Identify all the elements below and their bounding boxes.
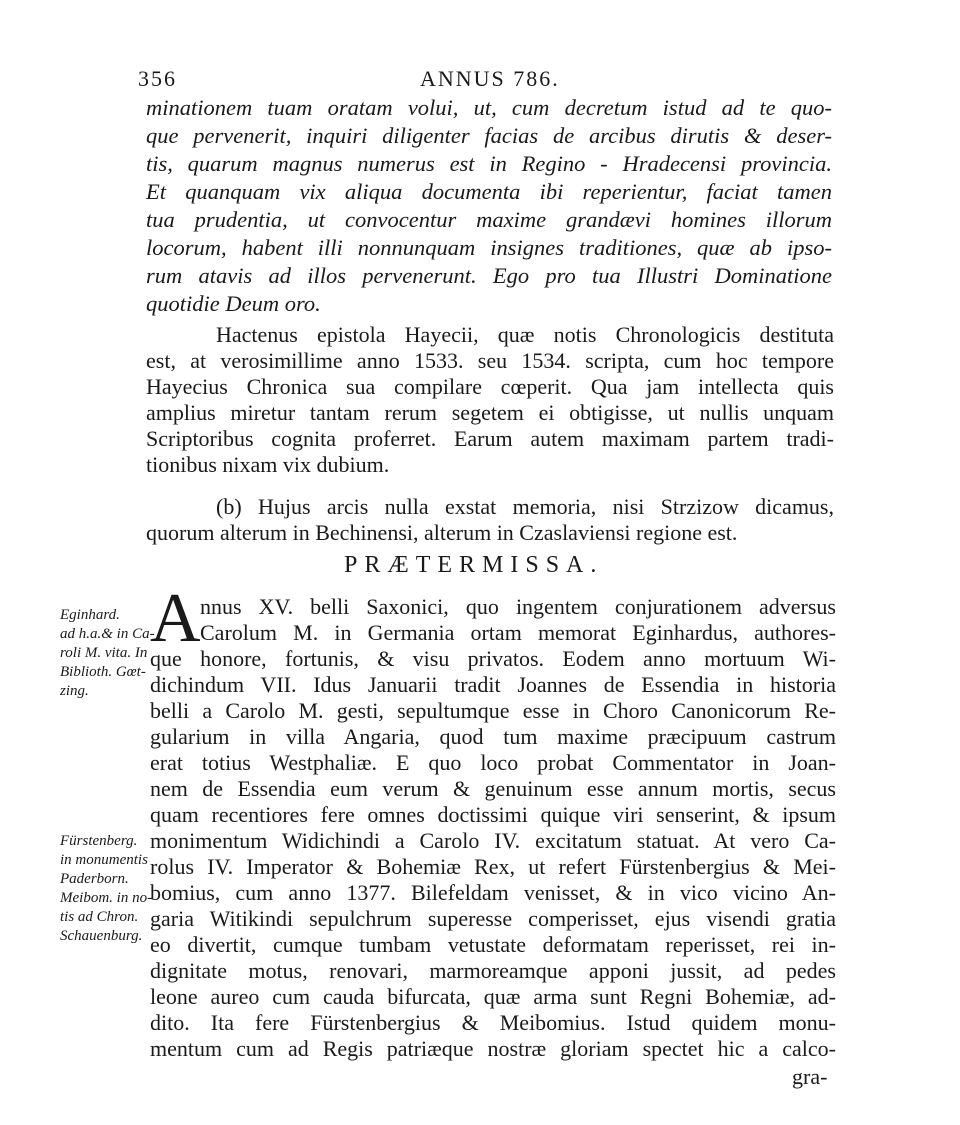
sidenote-furstenberg: [60, 832, 152, 946]
catchword: gra-: [792, 1064, 828, 1089]
commentary-line: Hactenus epistola Hayecii, quæ notis Chronologicis destituta: [216, 322, 834, 347]
page-number: 356: [138, 66, 177, 91]
body-line: dignitate motus, renovari, marmoreamque apponi jussit, ad pedes: [150, 958, 836, 983]
body-line: nnus XV. belli Saxonici, quo ingentem conjurationem adversus: [200, 594, 836, 619]
letter-line: Et quanquam vix aliqua documenta ibi reperientur, faciat tamen: [146, 179, 832, 204]
sidenote-eginhard: [60, 606, 155, 701]
footnote-line: (b) Hujus arcis nulla exstat memoria, nisi Strzizow dicamus,: [216, 494, 834, 519]
commentary-line: Scriptoribus cognita proferret. Earum autem maximam partem tradi-: [146, 426, 834, 451]
running-title: ANNUS 786.: [420, 66, 560, 91]
letter-line: rum atavis ad illos pervenerunt. Ego pro tua Illustri Dominatione: [146, 263, 832, 288]
body-line: monimentum Widichindi a Carolo IV. excitatum statuat. At vero Ca-: [150, 828, 836, 853]
sidenote-line: Paderborn.: [60, 871, 129, 887]
body-line: quam recentiores fere omnes doctissimi quique viri senserint, & ipsum: [150, 802, 836, 827]
footnote-line: quorum alterum in Bechinensi, alterum in Czaslaviensi regione est.: [146, 520, 738, 545]
letter-line: minationem tuam oratam volui, ut, cum decretum istud ad te quo-: [146, 95, 832, 120]
body-line: dito. Ita fere Fürstenbergius & Meibomius. Istud quidem monu-: [150, 1010, 836, 1035]
sidenote-line: roli M. vita. In: [60, 645, 148, 661]
sidenote-line: tis ad Chron.: [60, 909, 139, 925]
commentary-line: Hayecius Chronica sua compilare cœperit. Qua jam intellecta quis: [146, 374, 834, 399]
body-line: mentum cum ad Regis patriæque nostræ gloriam spectet hic a calco-: [150, 1036, 836, 1061]
sidenote-line: Meibom. in no-: [60, 890, 153, 906]
sidenote-line: Eginhard.: [60, 607, 120, 623]
body-line: que honore, fortunis, & visu privatos. Eodem anno mortuum Wi-: [150, 646, 836, 671]
sidenote-line: ad h.a.& in Ca-: [60, 626, 155, 642]
commentary-line: est, at verosimillime anno 1533. seu 1534. scripta, cum hoc tempore: [146, 348, 834, 373]
body-line: eo divertit, cumque tumbam vetustate deformatam reperisset, rei in-: [150, 932, 836, 957]
body-line: nem de Essendia eum verum & genuinum esse annum mortis, secus: [150, 776, 836, 801]
sidenote-line: Schauenburg.: [60, 928, 143, 944]
commentary-line: amplius miretur tantam rerum segetem ei obtigisse, ut nullis unquam: [146, 400, 834, 425]
body-line: gularium in villa Angaria, quod tum maxime præcipuum castrum: [150, 724, 836, 749]
sidenote-line: Biblioth. Gœt-: [60, 664, 146, 680]
sidenote-line: in monumentis: [60, 852, 148, 868]
body-line: rolus IV. Imperator & Bohemiæ Rex, ut refert Fürstenbergius & Mei-: [150, 854, 836, 879]
letter-line: tis, quarum magnus numerus est in Regino - Hradecensi provincia.: [146, 151, 832, 176]
sidenote-line: zing.: [60, 683, 89, 699]
body-line: dichindum VII. Idus Januarii tradit Joannes de Essendia in historia: [150, 672, 836, 697]
letter-line: que pervenerit, inquiri diligenter facias de arcibus dirutis & deser-: [146, 123, 832, 148]
body-line: erat totius Westphaliæ. E quo loco probat Commentator in Joan-: [150, 750, 836, 775]
body-line: leone aureo cum cauda bifurcata, quæ arma sunt Regni Bohemiæ, ad-: [150, 984, 836, 1009]
body-line: bomius, cum anno 1377. Bilefeldam venisset, & in vico vicino An-: [150, 880, 836, 905]
drop-cap: A: [150, 580, 201, 657]
body-line: Carolum M. in Germania ortam memorat Eginhardus, authores-: [200, 620, 836, 645]
body-line: garia Witikindi sepulchrum superesse comperisset, ejus visendi gratia: [150, 906, 836, 931]
letter-line: locorum, habent illi nonnunquam insignes traditiones, quæ ab ipso-: [146, 235, 832, 260]
body-line: belli a Carolo M. gesti, sepultumque esse in Choro Canonicorum Re-: [150, 698, 836, 723]
letter-line: tua prudentia, ut convocentur maxime grandævi homines illorum: [146, 207, 832, 232]
commentary-line: tionibus nixam vix dubium.: [146, 452, 390, 477]
section-title: PRÆTERMISSA.: [344, 552, 604, 578]
sidenote-line: Fürstenberg.: [60, 833, 138, 849]
letter-line: quotidie Deum oro.: [146, 291, 321, 316]
